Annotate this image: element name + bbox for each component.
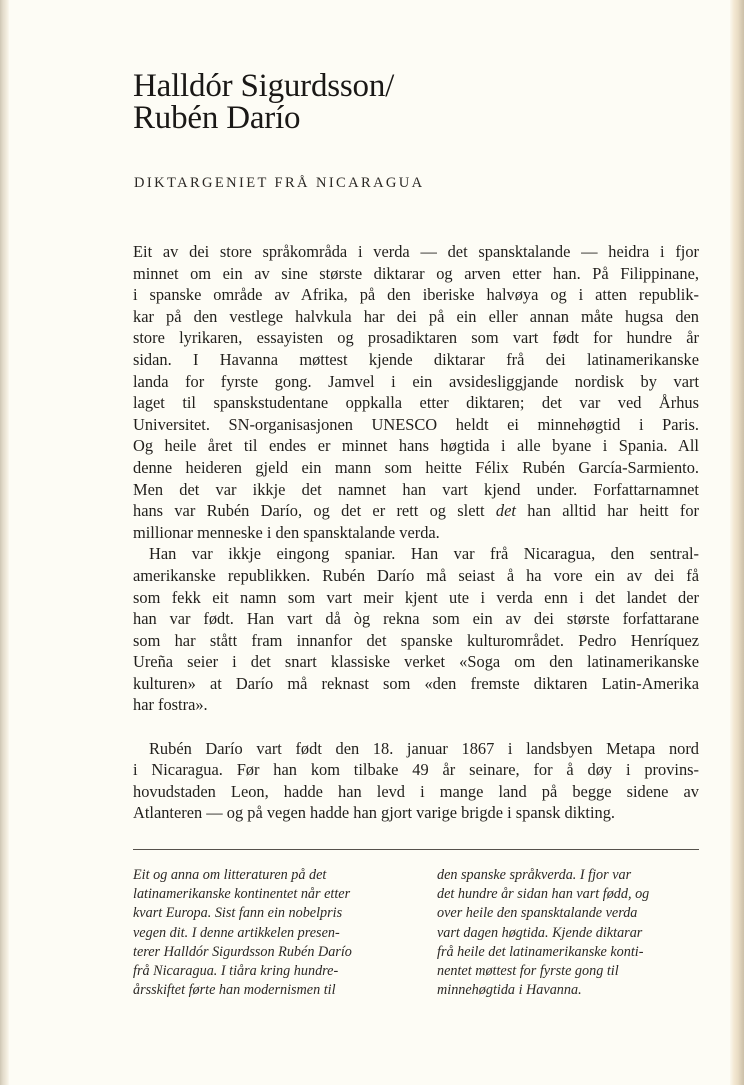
body-line: Og heile året til endes er minnet hans høgtida i alle byane i Spania. All: [133, 436, 699, 456]
body-line: hans var Rubén Darío, og det er rett og slett det han alltid har heitt for: [133, 501, 699, 521]
footnote-divider: [133, 849, 699, 850]
body-line: kar på den vestlege halvkula har dei på ein eller annan måte hugsa den: [133, 306, 699, 326]
body-line: i spanske område av Afrika, på den iberiske halvøya og i atten republik-: [133, 285, 699, 305]
body-line: millionar menneske i den spansktalande verda.: [133, 522, 440, 542]
body-line: i Nicaragua. Før han kom tilbake 49 år seinare, for å døy i provins-: [133, 760, 699, 780]
footnote-line: vart dagen høgtida. Kjende diktarar: [437, 924, 643, 941]
body-line: har fostra».: [133, 695, 208, 715]
body-line: Han var ikkje eingong spaniar. Han var frå Nicaragua, den sentral-: [149, 544, 699, 564]
body-line: landa for fyrste gong. Jamvel i ein avsidesliggjande nordisk by vart: [133, 371, 699, 391]
footnote-line: over heile den spansktalande verda: [437, 905, 638, 922]
footnote-line: det hundre år sidan han vart fødd, og: [437, 886, 650, 903]
footnote-line: frå Nicaragua. I tiåra kring hundre-: [133, 963, 339, 980]
body-line: Eit av dei store språkområda i verda — det spansktalande — heidra i fjor: [133, 242, 699, 261]
article-subtitle: DIKTARGENIET FRÅ NICARAGUA: [134, 175, 425, 191]
body-line: som har stått fram innanfor det spanske kulturområdet. Pedro Henríquez: [133, 630, 699, 650]
body-line: laget til spanskstudentane oppkalla etter diktaren; det var ved Århus: [133, 393, 699, 413]
body-paragraph: [133, 738, 699, 824]
article-title: [133, 70, 394, 134]
footnote-line: Eit og anna om litteraturen på det: [133, 867, 327, 883]
body-paragraph: [133, 241, 699, 543]
page-edge-right: [730, 0, 744, 1085]
body-line: han var født. Han vart då òg rekna som ein av dei største forfattarane: [133, 609, 699, 629]
body-line: minnet om ein av sine største diktarar og arven etter han. På Filippinane,: [133, 263, 699, 283]
body-line: hovudstaden Leon, hadde han levd i mange land på begge sidene av: [133, 781, 699, 801]
footnote-line: vegen dit. I denne artikkelen presen-: [133, 924, 340, 941]
body-line: Rubén Darío vart født den 18. januar 1867 i landsbyen Metapa nord: [149, 738, 699, 758]
footnote-column-left: [133, 866, 378, 1000]
footnote-line: terer Halldór Sigurdsson Rubén Darío: [133, 943, 352, 960]
footnote-line: frå heile det latinamerikanske konti-: [437, 943, 644, 960]
footnote-column-right: [437, 866, 687, 1000]
emphasized-word: det: [495, 501, 516, 521]
body-line: Universitet. SN-organisasjonen UNESCO heldt ei minnehøgtid i Paris.: [133, 414, 699, 434]
footnote-line: minnehøgtida i Havanna.: [437, 982, 582, 999]
body-line: sidan. I Havanna møttest kjende diktarar frå dei latinamerikanske: [133, 349, 699, 369]
body-line: Men det var ikkje det namnet han vart kjend under. Forfattarnamnet: [133, 479, 699, 499]
title-line-author: Halldór Sigurdsson/: [133, 68, 395, 104]
footnote-line: kvart Europa. Sist fann ein nobelpris: [133, 905, 343, 922]
body-line: som fekk eit namn som vart meir kjent ute i verda enn i det landet der: [133, 587, 699, 607]
title-line-subject: Rubén Darío: [133, 100, 301, 136]
body-line: denne heideren gjeld ein mann som heitte Félix Rubén García-Sarmiento.: [133, 457, 699, 477]
body-line: kulturen» at Darío må reknast som «den fremste diktaren Latin-Amerika: [133, 673, 699, 693]
page-gutter-left: [0, 0, 9, 1085]
article-body: [133, 241, 699, 824]
footnote-line: årsskiftet førte han modernismen til: [133, 982, 336, 999]
editorial-footnote: [133, 866, 699, 1000]
body-line: store lyrikaren, essayisten og prosadiktaren som vart født for hundre år: [133, 328, 699, 348]
footnote-line: nentet møttest for fyrste gong til: [437, 963, 619, 980]
body-line: amerikanske republikken. Rubén Darío må seiast å ha vore ein av dei få: [133, 565, 699, 585]
footnote-line: latinamerikanske kontinentet når etter: [133, 886, 351, 903]
body-line: Ureña seier i det snart klassiske verket «Soga om den latinamerikanske: [133, 652, 699, 672]
footnote-line: den spanske språkverda. I fjor var: [437, 867, 632, 883]
body-paragraph: [133, 543, 699, 716]
body-line: Atlanteren — og på vegen hadde han gjort varige brigde i spansk dikting.: [133, 803, 616, 823]
